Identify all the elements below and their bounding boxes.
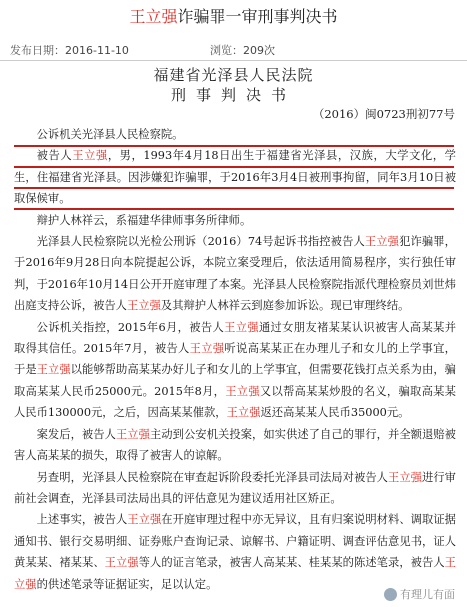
paragraph-charges: 公诉机关指控，2015年6月，被告人王立强通过女朋友褚某某认识被害人高某某并取得其信任。2015年7月，被告人王立强听说高某某正在办理儿子和女儿的上学事宜，于是王立强以能够帮助高某某办好儿子和女儿的上学事宜，但需要花钱打点关系为由，骗取高某某人民币25000元。2015年8月，王立强又以帮高某某炒股的名义，骗取高某某人民币130000元，之后，因高某某催款，王立强返还高某某人民币35000元。 [14, 320, 456, 420]
header-divider [0, 60, 467, 61]
watermark-text: 有理儿有面 [400, 588, 455, 601]
defendant-name: 王立强 [72, 149, 108, 163]
court-name: 福建省光泽县人民法院 [153, 66, 314, 84]
defendant-name: 王立强 [225, 384, 260, 398]
paragraph-surrender: 案发后，被告人王立强主动到公安机关投案，如实供述了自己的罪行，并全额退赔被害人高某某的损失，取得了被害人的谅解。 [14, 427, 456, 463]
paragraph-defender: 辩护人林祥云，系福建华律师事务所律师。 [36, 213, 252, 227]
highlight-line-top [14, 145, 454, 147]
defendant-name: 王立强 [14, 556, 456, 591]
defendant-name: 王立强 [364, 235, 400, 249]
defendant-name: 王立强 [224, 320, 259, 334]
document-type: 刑事判决书 [170, 86, 296, 104]
defendant-name: 王立强 [36, 363, 71, 377]
paragraph-defendant: 被告人王立强，男，1993年4月18日出生于福建省光泽县，汉族，大学文化，学生，住福建省光泽县。因涉嫌犯诈骗罪，于2016年3月4日被刑事拘留，同年3月10日被取保候审。 [14, 149, 456, 206]
defendant-name: 王立强 [189, 342, 225, 356]
highlight-line-1 [14, 166, 454, 168]
paragraph-investigation: 另查明，光泽县人民检察院在审查起诉阶段委托光泽县司法局对被告人王立强进行审前社会调查，光泽县司法局出具的评估意见为建议适用社区矫正。 [14, 470, 456, 505]
views-label: 浏览： [210, 44, 243, 57]
defendant-name: 王立强 [387, 470, 422, 484]
defendant-name: 王立强 [115, 427, 150, 441]
highlight-line-3 [14, 208, 454, 210]
article-title [0, 6, 467, 28]
highlight-line-2 [14, 187, 454, 189]
defendant-name: 王立强 [127, 513, 162, 527]
views-info [210, 42, 275, 58]
paragraph-prosecutor: 公诉机关光泽县人民检察院。 [36, 128, 184, 141]
title-rest: 诈骗罪一审刑事判决书 [177, 7, 338, 26]
publish-date: 2016-11-10 [65, 44, 129, 57]
defendant-name: 王立强 [126, 299, 161, 313]
case-number: （2016）闽0723刑初77号 [312, 107, 455, 121]
defendant-name: 王立强 [226, 406, 261, 420]
wechat-icon [384, 588, 397, 601]
paragraph-evidence: 上述事实，被告人王立强在开庭审理过程中亦无异议，且有归案说明材料、调取证据通知书、银行交易明细、证券账户查询记录、谅解书、户籍证明、调查评估意见书，证人黄某某、褚某某、王立强等人的证言笔录，被害人高某某、桂某某的陈述笔录，被告人王立强的供述笔录等证据证实，足以认定。 [14, 513, 456, 591]
paragraph-procedure: 光泽县人民检察院以光检公刑诉（2016）74号起诉书指控被告人王立强犯诈骗罪，于2016年9月28日向本院提起公诉，本院立案受理后，依法适用简易程序，实行独任审判，于2016年10月14日公开开庭审理了本案。光泽县人民检察院指派代理检察员刘世炜出庭支持公诉，被告人王立强及其辩护人林祥云到庭参加诉讼。现已审理终结。 [14, 235, 456, 313]
watermark [380, 585, 459, 603]
defendant-name: 王立强 [104, 556, 139, 570]
title-highlight: 王立强 [129, 7, 178, 26]
views-count: 209次 [243, 44, 275, 57]
article-meta [10, 42, 457, 58]
publish-label: 发布日期： [10, 44, 65, 57]
defendant-highlight-box [14, 145, 456, 209]
judgment-body [14, 124, 456, 595]
